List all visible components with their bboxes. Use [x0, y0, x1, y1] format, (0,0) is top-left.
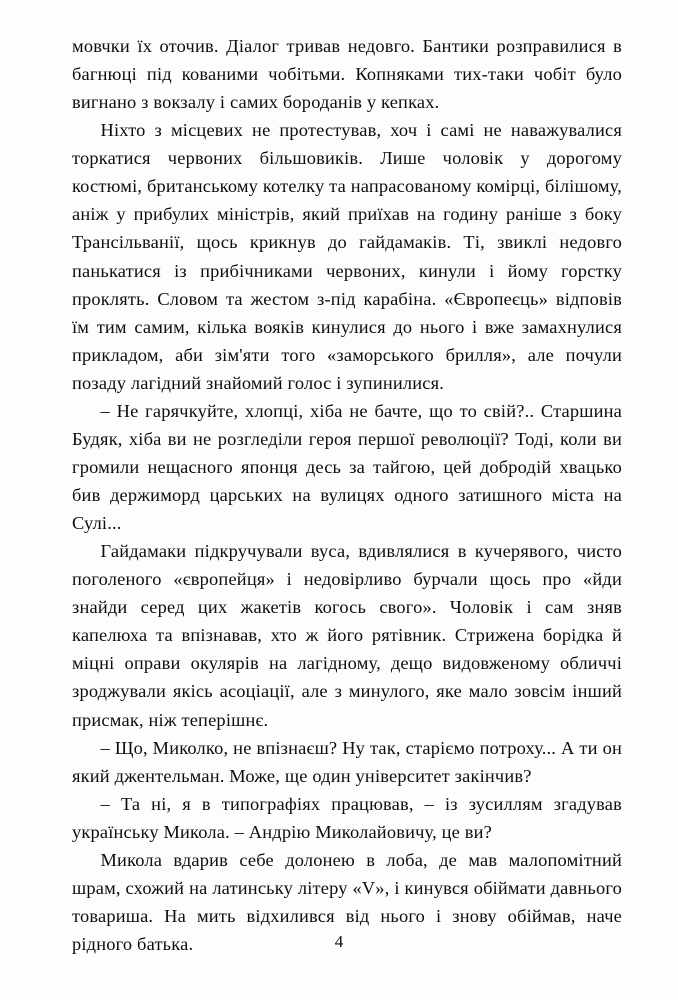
paragraph: Гайдамаки підкручували вуса, вдивлялися в кучерявого, чисто поголеного «європейця» і недовірливо бурчали щось про «йди знайди серед цих жакетів когось свого». Чоловік і сам зняв капелюха та впізнавав, хто ж його рятівник. Стрижена борідка й міцні оправи окулярів на лагідному, дещо видовженому обличчі зроджували якісь асоціації, але з минулого, яке мало зовсім інший присмак, ніж теперішнє. [72, 541, 622, 730]
paragraph: – Що, Миколко, не впізнаєш? Ну так, старіємо потроху... А ти он який джентельман. Може, ще один університет закінчив? [72, 737, 622, 786]
paragraph: Ніхто з місцевих не протестував, хоч і самі не наважувалися торкатися червоних більшовиків. Лише чоловік у дорогому костюмі, британському котелку та напрасованому комірці, білішому, аніж у прибулих міністрів, який приїхав на годину раніше з боку Трансільванії, щось крикнув до гайдамаків. Ті, звиклі недовго панькатися із прибічниками червоних, кинули і йому горстку проклять. Словом та жестом з-під карабіна. «Європеєць» відповів їм тим самим, кілька вояків кинулися до нього і вже замахнулися прикладом, аби зім'яти того «заморського брилля», але почули позаду лагідний знайомий голос і зупинилися. [72, 120, 622, 393]
paragraph: мовчки їх оточив. Діалог тривав недовго. Бантики розправилися в багнюці під кованими чобітьми. Копняками тих-таки чобіт було вигнано з вокзалу і самих бороданів у кепках. [72, 36, 622, 113]
paragraph: Микола вдарив себе долонею в лоба, де мав малопомітний шрам, схожий на латинську літеру «V», і кинувся обіймати давнього товариша. На мить відхилився від нього і знову обіймав, наче рідного батька. [72, 849, 622, 954]
paragraph: – Не гарячкуйте, хлопці, хіба не бачте, що то свій?.. Старшина Будяк, хіба ви не розгледіли героя першої революції? Тоді, коли ви громили нещасного японця десь за тайгою, цей добродій хвацько бив держиморд царських на вулицях одного затишного міста на Сулі... [72, 400, 622, 534]
page-number: 4 [334, 932, 344, 951]
paragraph: – Та ні, я в типографіях працював, – із зусиллям згадував українську Микола. – Андрію Миколайовичу, це ви? [72, 793, 622, 842]
page-body-text [72, 32, 622, 958]
